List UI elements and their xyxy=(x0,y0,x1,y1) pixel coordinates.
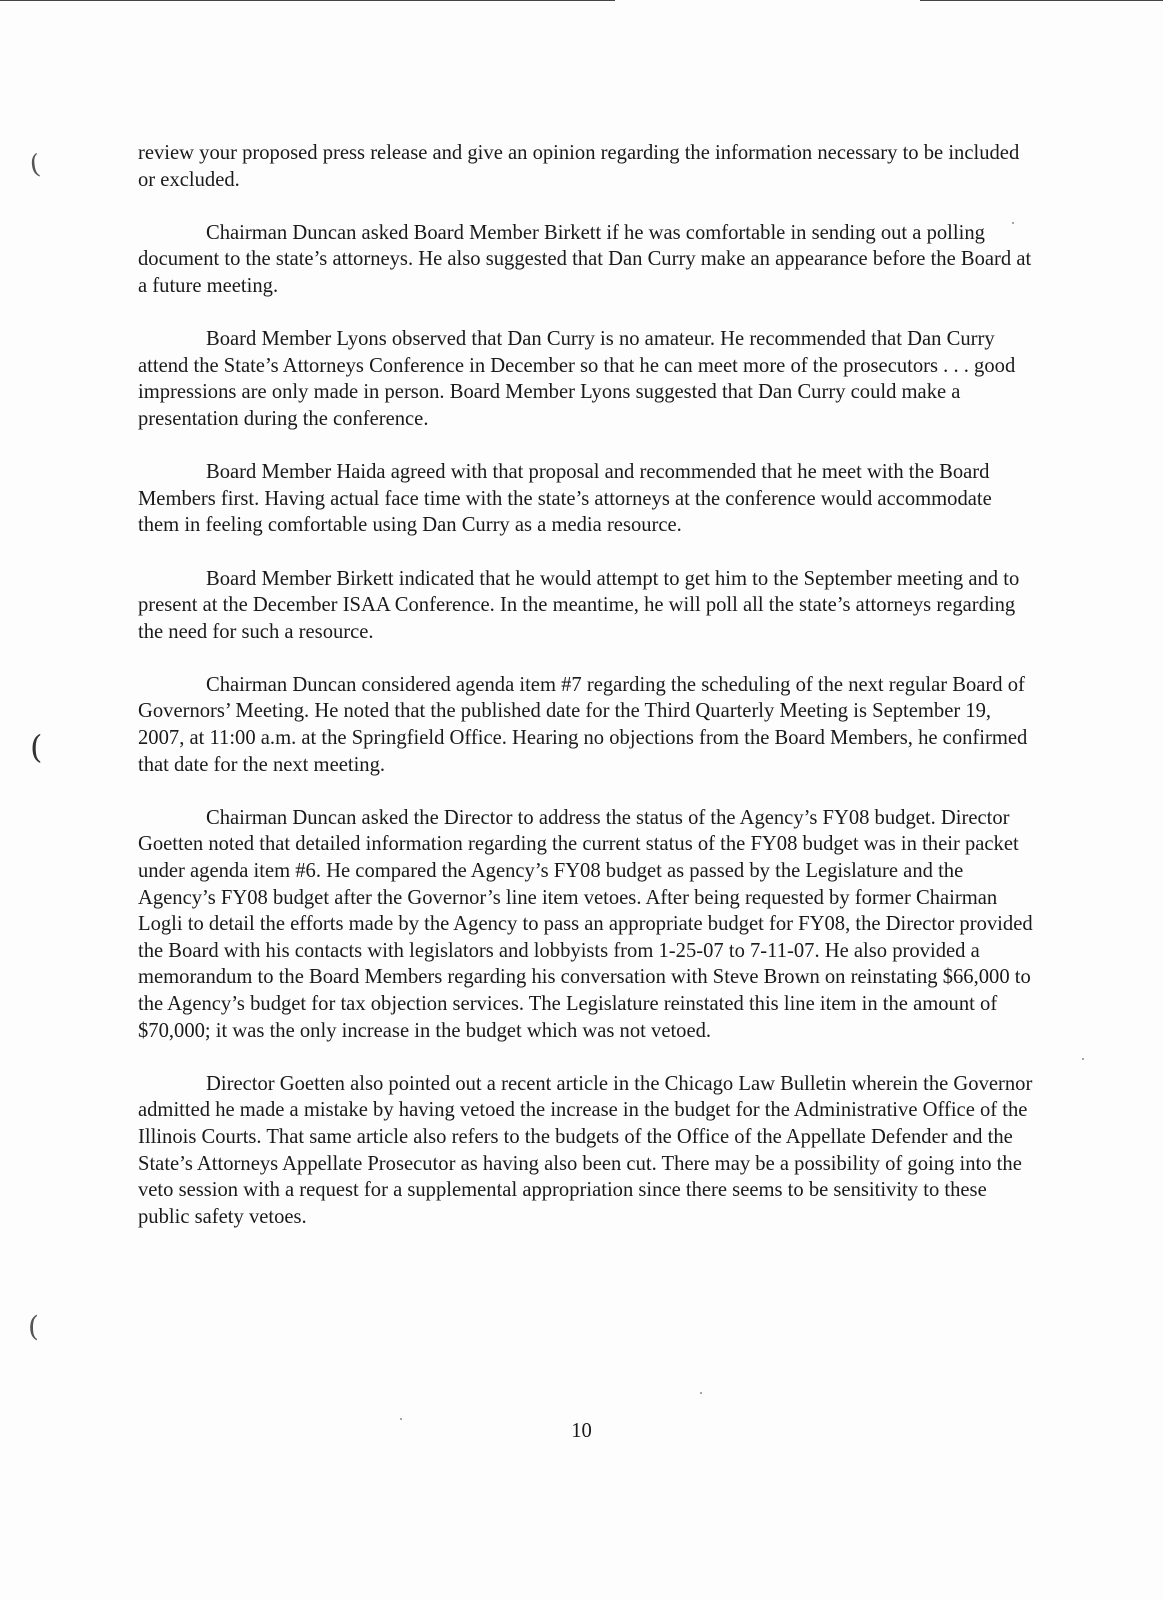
hole-punch-mark: ( xyxy=(30,728,43,766)
paragraph: Board Member Birkett indicated that he would attempt to get him to the September meeting and to present at the December ISAA Conference. In the meantime, he will poll all the state’s attorneys regarding the need for such a resource. xyxy=(138,567,1020,643)
paragraph: Board Member Lyons observed that Dan Curry is no amateur. He recommended that Dan Curry attend the State’s Attorneys Conference in December so that he can meet more of the prosecutors . . . good impressions are only made in person. Board Member Lyons suggested that Dan Curry could make a presentation during the conference. xyxy=(138,328,1016,430)
paragraph: Chairman Duncan asked the Director to address the status of the Agency’s FY08 budget. Director Goetten noted that detailed information regarding the current status of the FY08 budget was in their packet under agenda item #6. He compared the Agency’s FY08 budget as passed by the Legislature and the Agency’s FY08 budget after the Governor’s line item vetoes. After being requested by former Chairman Logli to detail the efforts made by the Agency to pass an appropriate budget for FY08, the Director provided the Board with his contacts with legislators and lobbyists from 1-25-07 to 7-11-07. He also provided a memorandum to the Board Members regarding his conversation with Steve Brown on reinstating $66,000 to the Agency’s budget for tax objection services. The Legislature reinstated this line item in the amount of $70,000; it was the only increase in the budget which was not vetoed. xyxy=(138,806,1033,1042)
paragraph: Chairman Duncan asked Board Member Birkett if he was comfortable in sending out a polling document to the state’s attorneys. He also suggested that Dan Curry make an appearance before the Board at a future meeting. xyxy=(138,221,1032,297)
scan-speck xyxy=(700,1392,702,1394)
paragraph: Chairman Duncan considered agenda item #7 regarding the scheduling of the next regular Board of Governors’ Meeting. He noted that the published date for the Third Quarterly Meeting is September 19, 2007, at 11:00 a.m. at the Springfield Office. Hearing no objections from the Board Members, he confirmed that date for the next meeting. xyxy=(138,673,1028,776)
top-edge-line xyxy=(0,0,615,1)
hole-punch-mark: ( xyxy=(27,149,43,181)
memo-body xyxy=(138,140,1038,1257)
paragraph: Director Goetten also pointed out a recent article in the Chicago Law Bulletin wherein the Governor admitted he made a mistake by having vetoed the increase in the budget for the Administrative Office of the Illinois Courts. That same article also refers to the budgets of the Office of the Appellate Defender and the State’s Attorneys Appellate Prosecutor as having also been cut. There may be a possibility of going into the veto session with a request for a supplemental appropriation since there seems to be sensitivity to these public safety vetoes. xyxy=(138,1072,1033,1228)
page-number: 10 xyxy=(571,1420,592,1442)
hole-punch-mark: ( xyxy=(28,1310,39,1343)
scan-speck xyxy=(1082,1058,1084,1060)
top-edge-line xyxy=(920,0,1163,1)
paragraph: review your proposed press release and give an opinion regarding the information necessary to be included or excluded. xyxy=(138,142,1020,191)
paragraph: Board Member Haida agreed with that proposal and recommended that he meet with the Board Members first. Having actual face time with the state’s attorneys at the conference would accommodate them in feeling comfortable using Dan Curry as a media resource. xyxy=(138,461,992,537)
